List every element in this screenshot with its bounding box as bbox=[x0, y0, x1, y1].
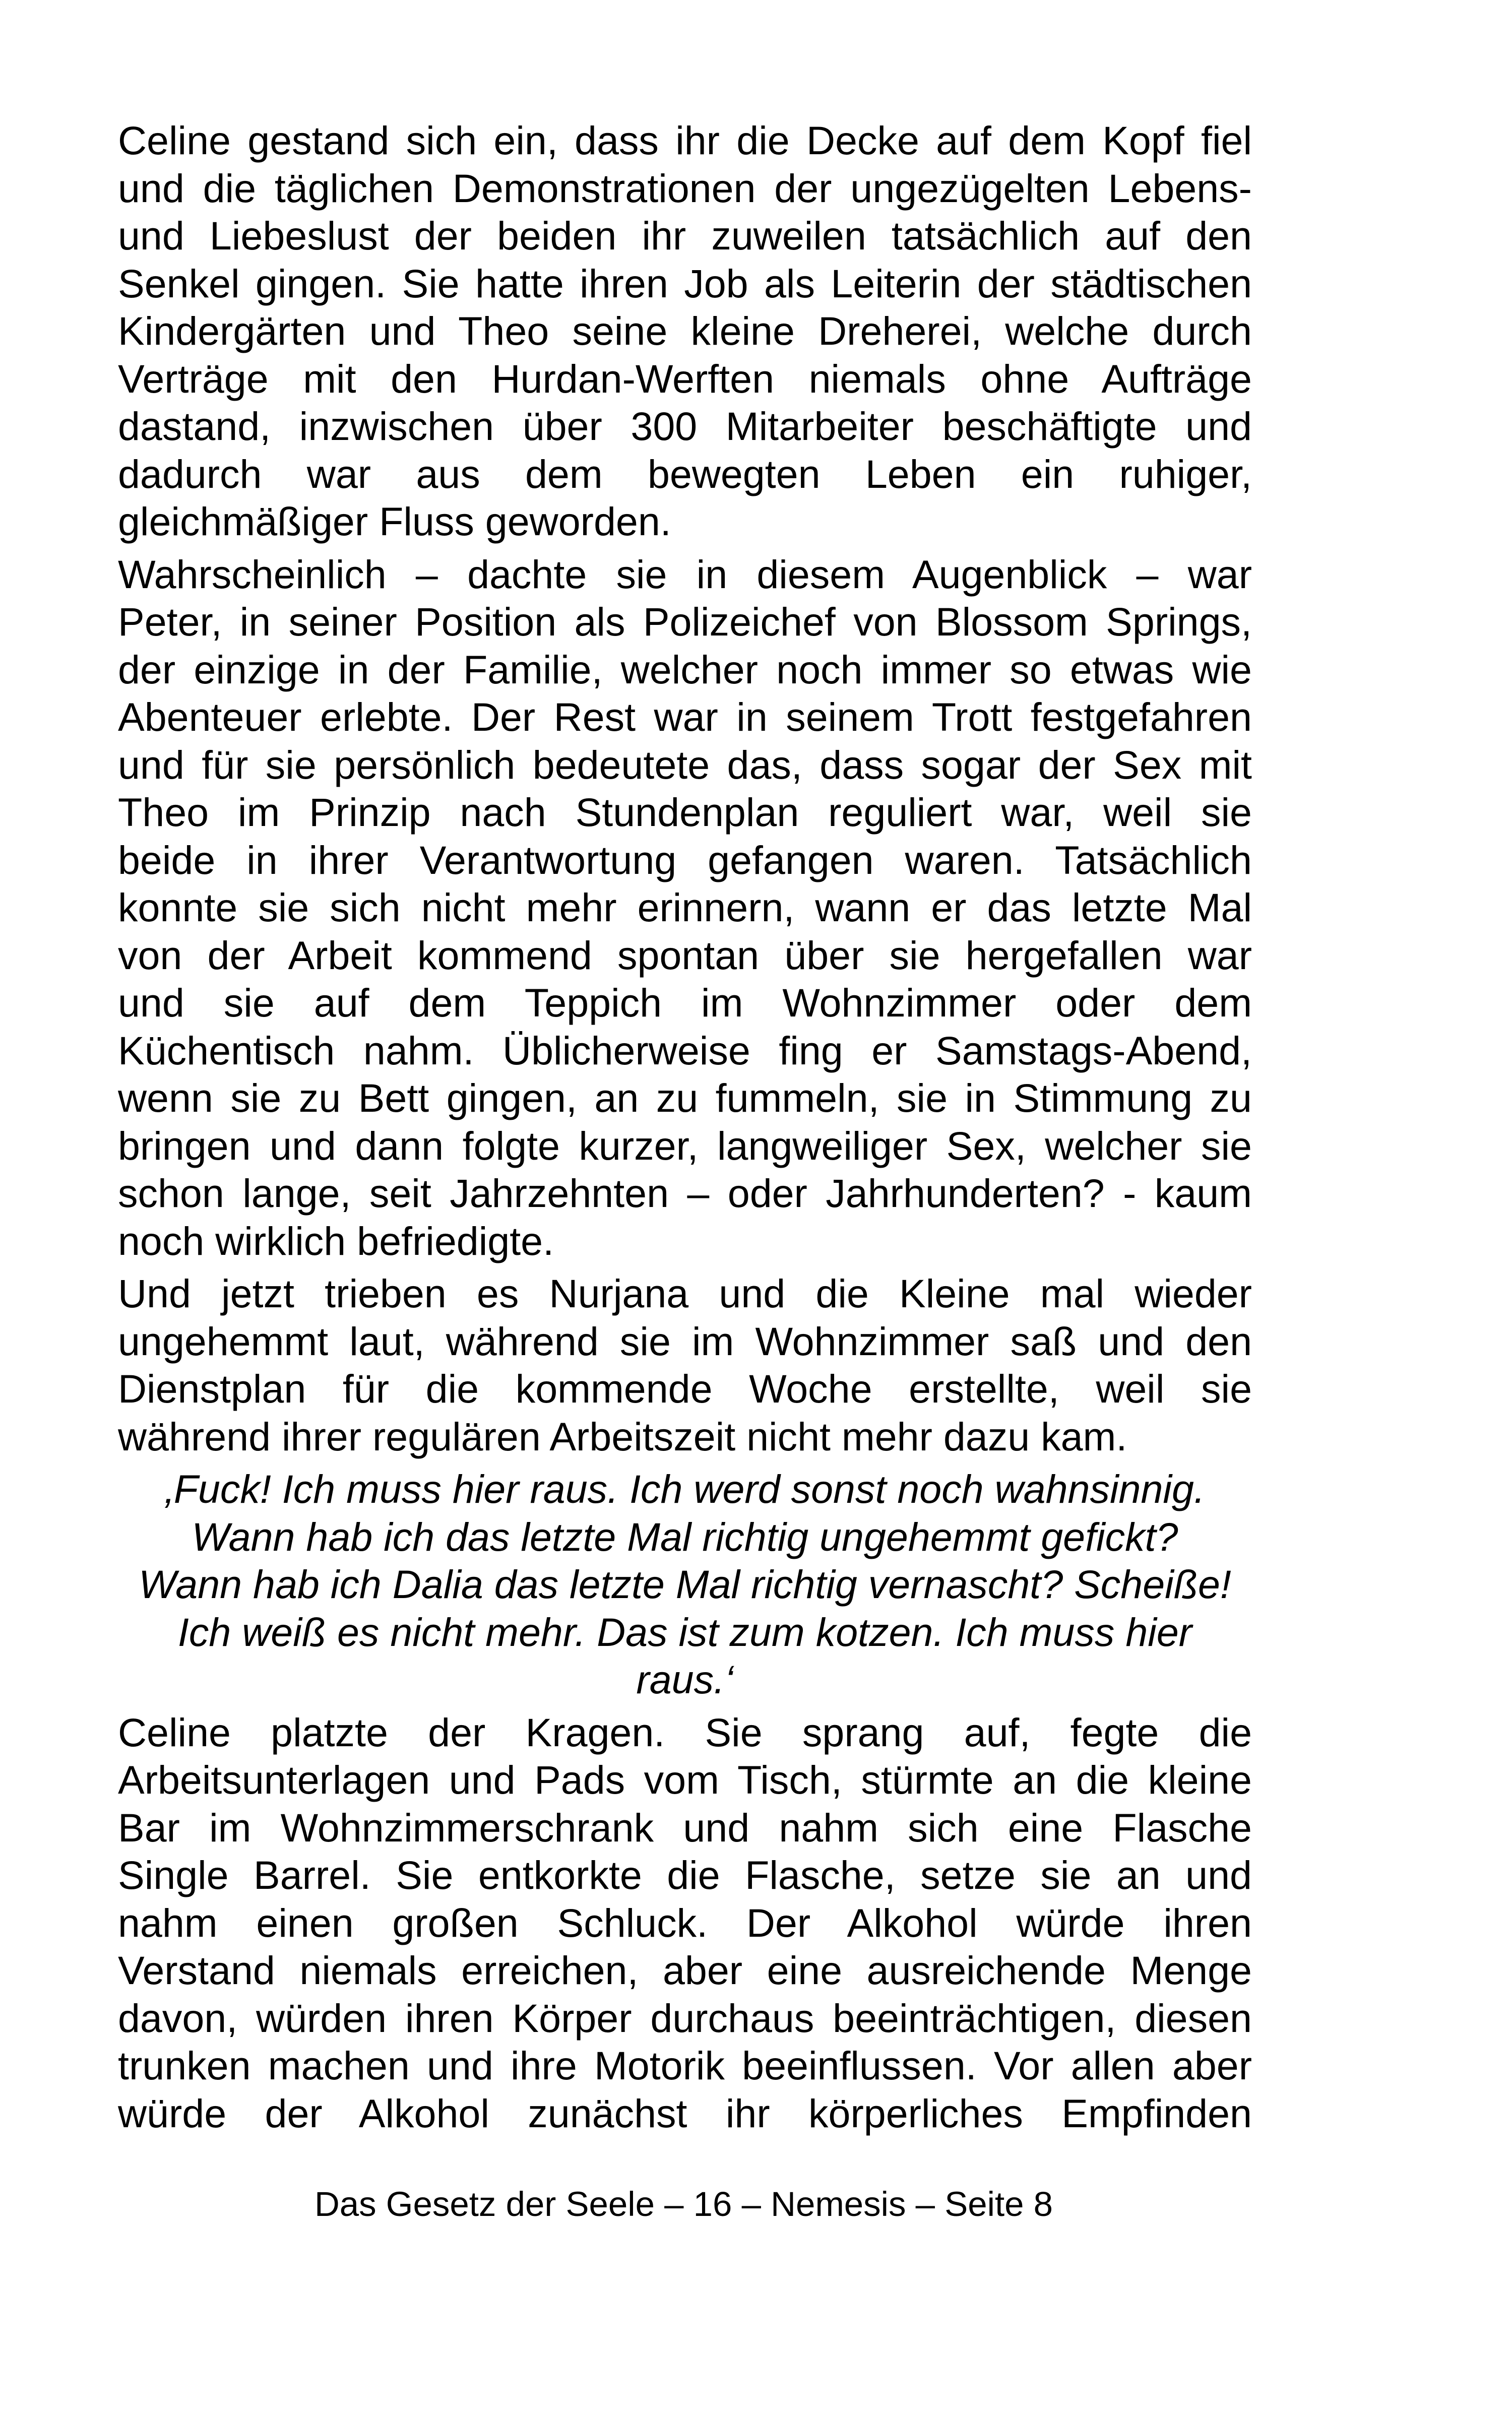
paragraph-2 bbox=[118, 551, 1252, 1265]
text-line: davon, würden ihren Körper durchaus beeinträchtigen, diesen bbox=[118, 1995, 1252, 2041]
text-line: und Liebeslust der beiden ihr zuweilen tatsächlich auf den bbox=[118, 213, 1252, 258]
text-line: Verstand niemals erreichen, aber eine ausreichende Menge bbox=[118, 1948, 1252, 1993]
quote-line: Wann hab ich Dalia das letzte Mal richtig vernascht? Scheiße! bbox=[139, 1562, 1231, 1607]
text-line: Single Barrel. Sie entkorkte die Flasche, setze sie an und bbox=[118, 1853, 1252, 1897]
text-line: Senkel gingen. Sie hatte ihren Job als Leiterin der städtischen bbox=[118, 261, 1252, 306]
text-line: dastand, inzwischen über 300 Mitarbeiter beschäftigte und bbox=[118, 404, 1252, 449]
text-line: Arbeitsunterlagen und Pads vom Tisch, stürmte an die kleine bbox=[118, 1757, 1252, 1802]
text-line: Verträge mit den Hurdan-Werften niemals ohne Aufträge bbox=[118, 356, 1252, 401]
text-line: Theo im Prinzip nach Stundenplan reguliert war, weil sie bbox=[118, 790, 1252, 835]
paragraph-1 bbox=[118, 117, 1252, 546]
quote-line: ‚Fuck! Ich muss hier raus. Ich werd sonst noch wahnsinnig. bbox=[165, 1467, 1205, 1511]
text-line: Küchentisch nahm. Üblicherweise fing er Samstags-Abend, bbox=[118, 1028, 1252, 1073]
text-line: schon lange, seit Jahrzehnten – oder Jahrhunderten? - kaum bbox=[118, 1171, 1252, 1216]
text-line: von der Arbeit kommend spontan über sie hergefallen war bbox=[118, 932, 1252, 978]
text-line: Kindergärten und Theo seine kleine Dreherei, welche durch bbox=[118, 308, 1252, 353]
text-line: Abenteuer erlebte. Der Rest war in seinem Trott festgefahren bbox=[118, 694, 1252, 739]
text-line: würde der Alkohol zunächst ihr körperliches Empfinden bbox=[118, 2090, 1252, 2136]
inner-monologue-quote bbox=[118, 1466, 1252, 1704]
text-line: trunken machen und ihre Motorik beeinflussen. Vor allen aber bbox=[118, 2043, 1252, 2088]
body-text bbox=[118, 117, 1252, 2142]
text-line: der einzige in der Familie, welcher noch immer so etwas wie bbox=[118, 647, 1252, 692]
text-line: während ihrer regulären Arbeitszeit nicht mehr dazu kam. bbox=[118, 1414, 1127, 1459]
quote-line: raus.‘ bbox=[636, 1657, 734, 1702]
quote-line: Ich weiß es nicht mehr. Das ist zum kotzen. Ich muss hier bbox=[177, 1609, 1192, 1655]
text-line: Bar im Wohnzimmerschrank und nahm sich eine Flasche bbox=[118, 1805, 1252, 1850]
text-line: Celine gestand sich ein, dass ihr die Decke auf dem Kopf fiel bbox=[118, 118, 1252, 163]
text-line: Peter, in seiner Position als Polizeichef von Blossom Springs, bbox=[118, 599, 1252, 644]
text-line: bringen und dann folgte kurzer, langweiliger Sex, welcher sie bbox=[118, 1123, 1252, 1168]
text-line: gleichmäßiger Fluss geworden. bbox=[118, 499, 671, 544]
text-line: ungehemmt laut, während sie im Wohnzimmer saß und den bbox=[118, 1318, 1252, 1364]
text-line: noch wirklich befriedigte. bbox=[118, 1218, 554, 1263]
paragraph-4 bbox=[118, 1709, 1252, 2138]
paragraph-3 bbox=[118, 1270, 1252, 1460]
text-line: wenn sie zu Bett gingen, an zu fummeln, sie in Stimmung zu bbox=[118, 1075, 1252, 1120]
text-line: Wahrscheinlich – dachte sie in diesem Augenblick – war bbox=[118, 551, 1252, 597]
page-footer: Das Gesetz der Seele – 16 – Nemesis – Seite 8 bbox=[314, 2185, 1053, 2223]
text-line: Celine platzte der Kragen. Sie sprang auf, fegte die bbox=[118, 1709, 1252, 1755]
text-line: und die täglichen Demonstrationen der ungezügelten Lebens- bbox=[118, 165, 1252, 211]
text-line: Dienstplan für die kommende Woche erstellte, weil sie bbox=[118, 1366, 1252, 1411]
text-line: konnte sie sich nicht mehr erinnern, wann er das letzte Mal bbox=[118, 885, 1252, 930]
text-line: und sie auf dem Teppich im Wohnzimmer oder dem bbox=[118, 980, 1252, 1025]
text-line: Und jetzt trieben es Nurjana und die Kleine mal wieder bbox=[118, 1271, 1252, 1316]
text-line: dadurch war aus dem bewegten Leben ein ruhiger, bbox=[118, 451, 1252, 496]
text-line: und für sie persönlich bedeutete das, dass sogar der Sex mit bbox=[118, 742, 1252, 787]
text-line: nahm einen großen Schluck. Der Alkohol würde ihren bbox=[118, 1900, 1252, 1945]
quote-line: Wann hab ich das letzte Mal richtig ungehemmt gefickt? bbox=[192, 1514, 1178, 1559]
text-line: beide in ihrer Verantwortung gefangen waren. Tatsächlich bbox=[118, 837, 1252, 882]
